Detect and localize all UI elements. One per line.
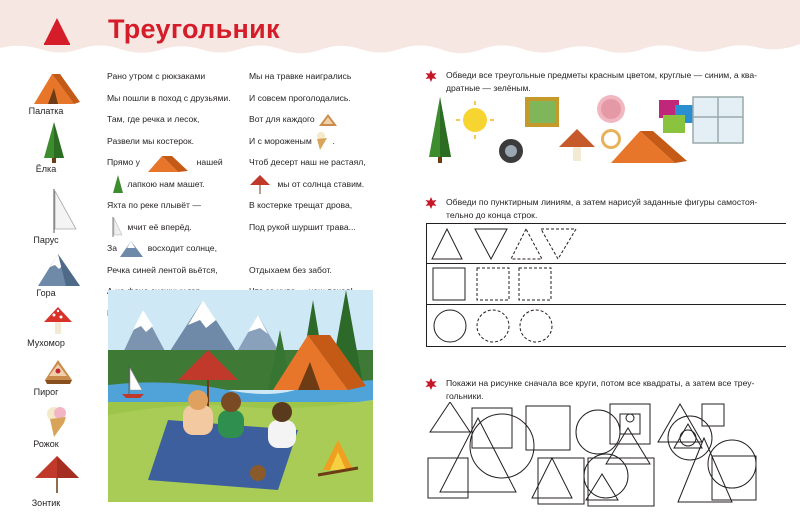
puzzle-square bbox=[712, 456, 756, 500]
puzzle-square bbox=[588, 458, 654, 506]
puzzle-triangle bbox=[586, 474, 618, 500]
umbrella-icon bbox=[33, 454, 83, 494]
sidebar-label-tent: Палатка bbox=[28, 106, 64, 116]
sun-object bbox=[456, 101, 494, 139]
task-bullet-1 bbox=[425, 70, 437, 82]
task-line: Обведи по пунктирным линиям, а затем нарисуй заданные фигуры самостоя- bbox=[446, 197, 758, 207]
tent-icon bbox=[144, 153, 192, 173]
sidebar-label-fir: Ёлка bbox=[35, 164, 57, 174]
pie-icon bbox=[42, 356, 82, 386]
sidebar-label-sail: Парус bbox=[33, 235, 59, 245]
poem-line bbox=[249, 109, 389, 131]
circle-dashed bbox=[477, 310, 509, 342]
triangle-dashed bbox=[511, 229, 542, 259]
poem-text: . bbox=[332, 135, 335, 146]
task-1-objects bbox=[425, 95, 785, 165]
ice-cream-cone-icon bbox=[314, 131, 330, 151]
poem-text: За bbox=[107, 243, 117, 253]
square-dashed bbox=[519, 268, 551, 300]
poem-text: И с мороженым bbox=[249, 135, 312, 146]
poem-line: Чтоб десерт наш не растаял, bbox=[249, 157, 366, 167]
circle-dashed bbox=[520, 310, 552, 342]
triangle-solid bbox=[432, 229, 462, 259]
poem-line: В костерке трещат дрова, bbox=[249, 200, 353, 210]
window-object bbox=[693, 97, 743, 143]
umbrella-icon bbox=[249, 174, 271, 194]
mushroom-icon bbox=[42, 306, 82, 336]
task-line: тельно до конца строк. bbox=[446, 210, 538, 220]
task-line: гольники. bbox=[446, 391, 484, 401]
puzzle-circle bbox=[576, 410, 620, 454]
ice-cream-cone-icon bbox=[40, 405, 80, 439]
poem-column-1 bbox=[107, 66, 242, 324]
poem-text: лапкою нам машет. bbox=[127, 178, 205, 189]
puzzle-circle bbox=[584, 454, 628, 498]
sidebar-label-mountain: Гора bbox=[36, 288, 56, 298]
task-line: Обведи все треугольные предметы красным цветом, круглые — синим, а ква- bbox=[446, 70, 757, 80]
cubes-object bbox=[659, 100, 693, 133]
poem-line bbox=[107, 152, 242, 174]
cookie-object bbox=[597, 95, 625, 123]
tent-icon bbox=[24, 70, 84, 106]
puzzle-circle bbox=[470, 414, 534, 478]
puzzle-triangle bbox=[430, 402, 470, 432]
poem-line: Рано утром с рюкзаками bbox=[107, 71, 206, 81]
task-bullet-3 bbox=[425, 378, 437, 390]
mushroom-object bbox=[559, 129, 595, 161]
sidebar-label-umbrella: Зонтик bbox=[31, 498, 61, 508]
poem-line: Яхта по реке плывёт — bbox=[107, 200, 201, 210]
fir-tree-icon bbox=[40, 120, 80, 164]
poem-line: Речка синей лентой вьётся, bbox=[107, 264, 218, 275]
puzzle-circle bbox=[668, 416, 712, 460]
poem-line: Отдыхаем без забот. bbox=[249, 264, 332, 275]
clock-object bbox=[601, 129, 621, 149]
picture-frame-object bbox=[525, 97, 559, 127]
poem-line bbox=[107, 238, 242, 260]
puzzle-circle bbox=[680, 430, 696, 446]
pie-icon bbox=[317, 112, 339, 128]
sidebar-label-pie: Пирог bbox=[33, 387, 59, 397]
poem-line: Мы на травке наигрались bbox=[249, 71, 352, 81]
fir-tree-object bbox=[429, 97, 451, 163]
poem-text: мы от солнца ставим. bbox=[277, 178, 365, 189]
poem-line: И совсем проголодались. bbox=[249, 92, 351, 103]
puzzle-square bbox=[610, 404, 650, 444]
puzzle-triangle bbox=[606, 428, 650, 464]
sail-icon bbox=[46, 187, 86, 235]
poem-line bbox=[249, 131, 389, 153]
poem-line bbox=[107, 174, 242, 196]
tracing-grid bbox=[426, 223, 786, 348]
poem-text: нашей bbox=[196, 157, 223, 167]
sidebar-label-cone: Рожок bbox=[33, 439, 59, 449]
mountain-icon bbox=[36, 252, 86, 288]
page-title: Треугольник bbox=[108, 14, 280, 44]
poem-text: Вот для каждого bbox=[249, 114, 315, 124]
poem-line bbox=[249, 238, 389, 260]
square-solid bbox=[433, 268, 465, 300]
poem-line: Под рукой шуршит трава... bbox=[249, 221, 356, 232]
overlapping-shapes-puzzle bbox=[426, 402, 766, 520]
puzzle-square bbox=[526, 406, 570, 450]
mountain-icon bbox=[119, 240, 145, 258]
puzzle-triangle bbox=[440, 418, 516, 492]
wheel-object bbox=[499, 139, 523, 163]
sail-icon bbox=[111, 217, 123, 237]
sidebar bbox=[0, 64, 92, 527]
task-line: дратные — зелёным. bbox=[446, 83, 531, 93]
poem-text: мчит её вперёд. bbox=[127, 221, 192, 232]
poem-line: Там, где речка и лесок, bbox=[107, 114, 200, 124]
square-dashed bbox=[477, 268, 509, 300]
task-bullet-2 bbox=[425, 197, 437, 209]
circle-solid bbox=[434, 310, 466, 342]
tent-object bbox=[611, 131, 687, 163]
task-3-text bbox=[446, 377, 776, 403]
puzzle-square bbox=[538, 458, 584, 504]
task-line: Покажи на рисунке сначала все круги, потом все квадраты, а затем все треу- bbox=[446, 378, 755, 388]
task-2-text bbox=[446, 196, 776, 222]
triangle-down-solid bbox=[475, 229, 507, 259]
triangle-down-dashed bbox=[541, 229, 576, 259]
poem-line bbox=[249, 174, 389, 196]
picnic-illustration bbox=[108, 290, 373, 502]
puzzle-triangle bbox=[674, 424, 702, 448]
task-1-text bbox=[446, 69, 776, 95]
poem-column-2 bbox=[249, 66, 389, 303]
poem-line: Развели мы костерок. bbox=[107, 135, 194, 146]
poem-line: Мы пошли в поход с друзьями. bbox=[107, 92, 231, 103]
sidebar-label-mushroom: Мухомор bbox=[27, 338, 65, 348]
poem-text: Прямо у bbox=[107, 157, 140, 167]
puzzle-circle bbox=[626, 414, 634, 422]
poem-text: восходит солнце, bbox=[147, 243, 217, 253]
fir-tree-icon bbox=[113, 175, 123, 193]
poem-line bbox=[107, 217, 242, 239]
